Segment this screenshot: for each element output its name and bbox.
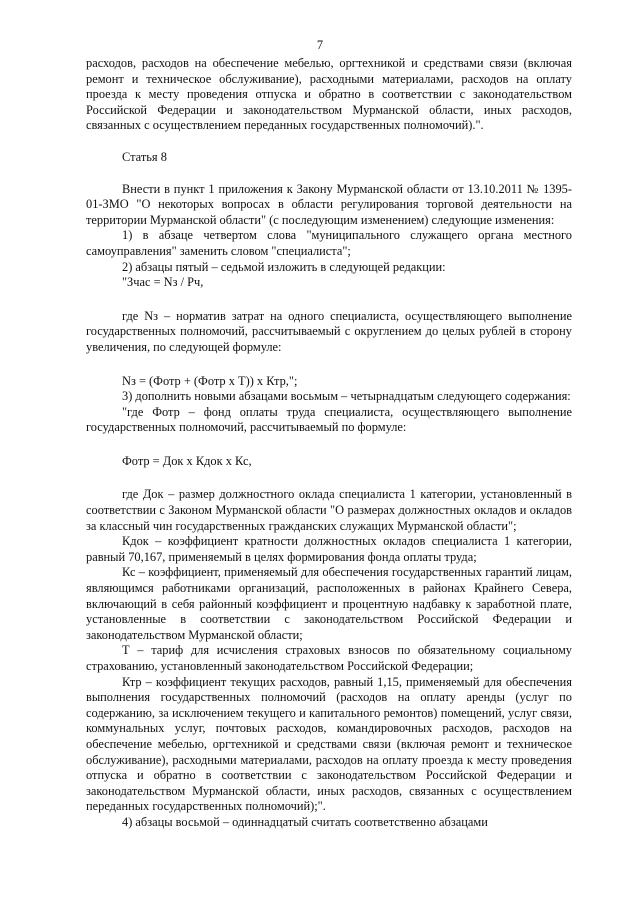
paragraph-kdok-definition: Кдок – коэффициент кратности должностных окладов специалиста 1 категории, равный 70,167, применяемый в целях формирования фонда оплаты труда; [86, 534, 572, 564]
article-heading: Статья 8 [122, 149, 167, 164]
paragraph-continuation: расходов, расходов на обеспечение мебелью, оргтехникой и средствами связи (включая ремонт и техническое обслуживание), расходными материалами, расходов на оплату проезда к месту проведения отпуска и обратно в соответствии с законодательством Российской Федерации и законодательством Мурманской области, иных расходов, связанных с осуществлением переданных государственных полномочий).". [86, 56, 572, 133]
formula-zchas: "Зчас = Nз / Рч, [122, 275, 204, 290]
page-number: 7 [316, 38, 324, 52]
paragraph-t-definition: Т – тариф для исчисления страховых взносов по обязательному социальному страхованию, установленный законодательством Российской Федерации; [86, 643, 572, 673]
paragraph-ktr-definition: Ктр – коэффициент текущих расходов, равный 1,15, применяемый для обеспечения выполнения государственных полномочий (расходов на оплату аренды (услуг по содержанию, за исключением текущего и капитального ремонтов) помещений, услуг связи, коммунальных услуг, почтовых расходов, командировочных расходов, расходов на обеспечение мебелью, оргтехникой и средствами связи (включая ремонт и техническое обслуживание), расходными материалами, расходов на оплату проезда к месту проведения отпуска и обратно в соответствии с законодательством Российской Федерации и законодательством Мурманской области, иных расходов, связанных с осуществлением переданных государственных полномочий);". [86, 674, 572, 814]
paragraph-nz-definition: где Nз – норматив затрат на одного специалиста, осуществляющего выполнение государственных полномочий, рассчитываемый с округлением до целых рублей в сторону увеличения, по следующей формуле: [86, 308, 572, 354]
paragraph-change-4: 4) абзацы восьмой – одиннадцатый считать соответственно абзацами [122, 814, 488, 829]
paragraph-dok-definition: где Док – размер должностного оклада специалиста 1 категории, установленный в соответствии с Законом Мурманской области "О размерах должностных окладов и окладов за классный чин государственных гражданских служащих Мурманской области"; [86, 487, 572, 533]
formula-fotr: Фотр = Док х Кдок х Кс, [122, 453, 252, 468]
paragraph-change-1: 1) в абзаце четвертом слова "муниципального служащего органа местного самоуправления" заменить словом "специалиста"; [86, 228, 572, 258]
formula-nz: Nз = (Фотр + (Фотр х Т)) х Ктр,"; [122, 373, 298, 388]
paragraph-fotr-definition: "где Фотр – фонд оплаты труда специалиста, осуществляющего выполнение государственных полномочий, рассчитываемый по формуле: [86, 404, 572, 435]
paragraph-change-2: 2) абзацы пятый – седьмой изложить в следующей редакции: [122, 259, 446, 274]
paragraph-intro: Внести в пункт 1 приложения к Закону Мурманской области от 13.10.2011 № 1395-01-ЗМО "О некоторых вопросах в области регулирования торговой деятельности на территории Мурманской области" (с последующим изменением) следующие изменения: [86, 181, 572, 227]
paragraph-change-3: 3) дополнить новыми абзацами восьмым – четырнадцатым следующего содержания: [122, 389, 571, 404]
document-body [86, 56, 572, 831]
paragraph-ks-definition: Кс – коэффициент, применяемый для обеспечения государственных гарантий лицам, являющимся работниками организаций, расположенных в районах Крайнего Севера, включающий в себя районный коэффициент и процентную надбавку к заработной плате, установленные в соответствии с законодательством Российской Федерации и законодательством Мурманской области; [86, 565, 572, 642]
